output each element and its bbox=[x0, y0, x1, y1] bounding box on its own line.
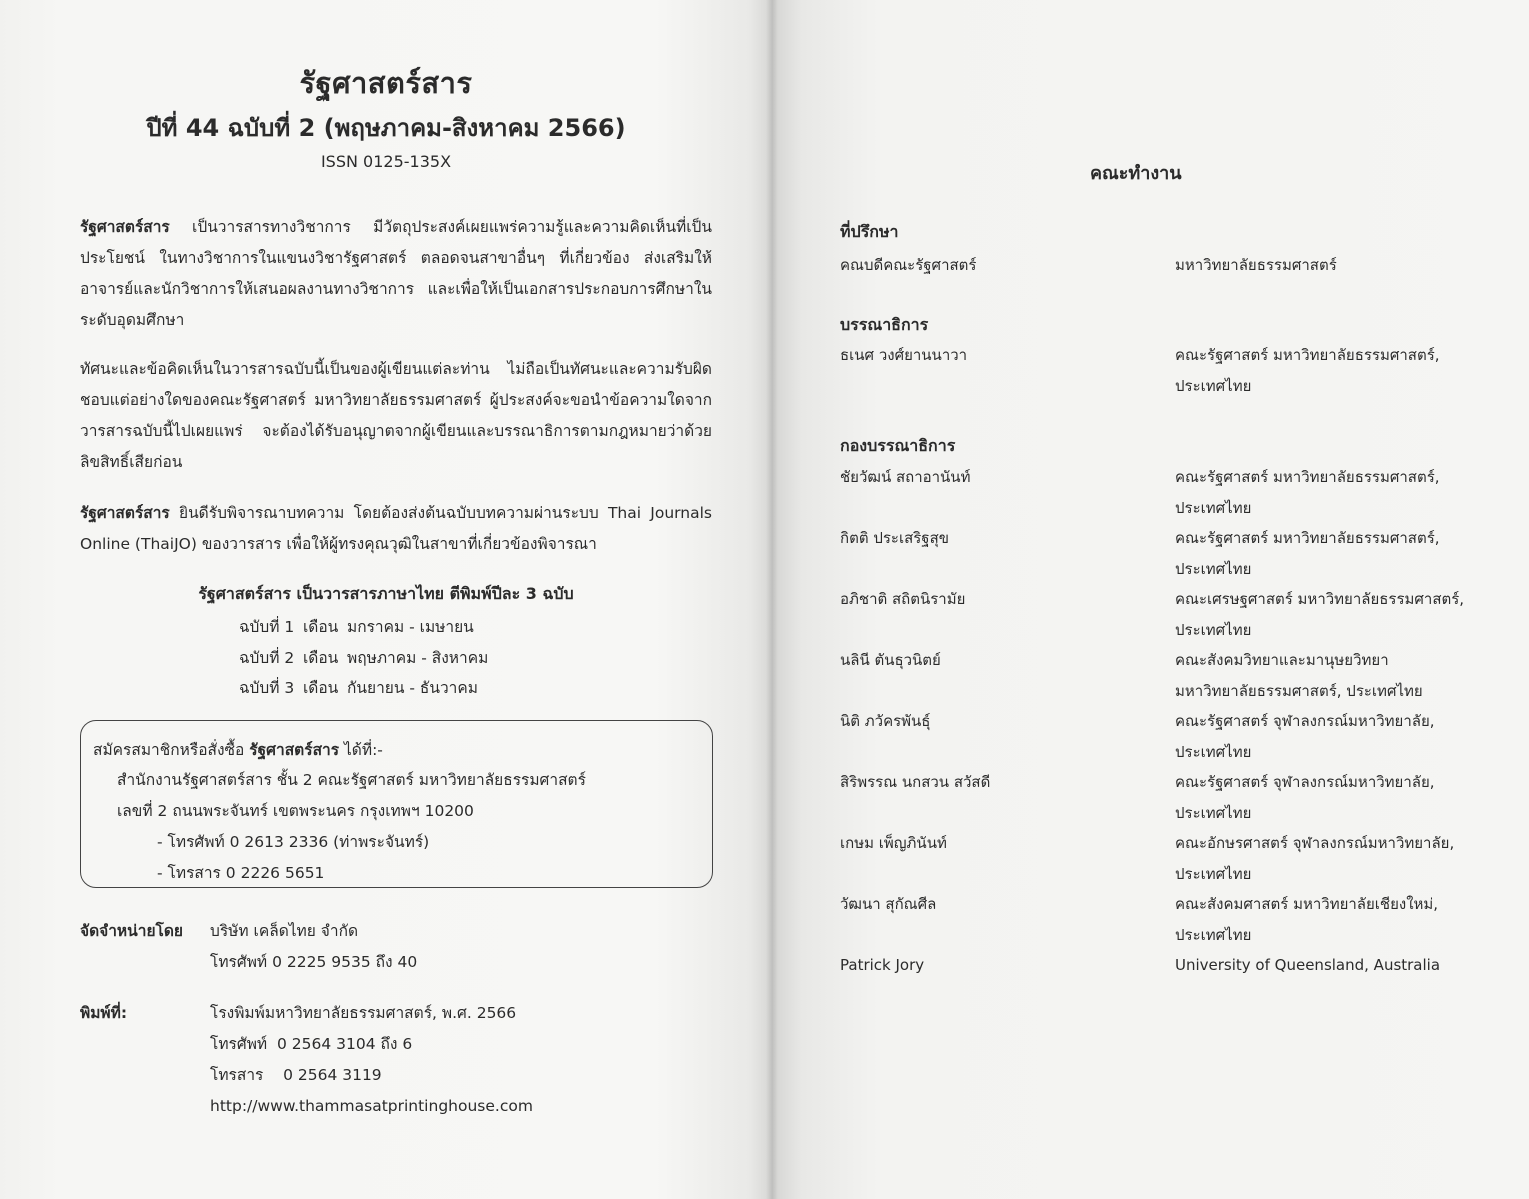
issue-months: กันยายน - ธันวาคม bbox=[347, 679, 478, 697]
submission-paragraph bbox=[80, 498, 712, 560]
affiliation-line: คณะรัฐศาสตร์ มหาวิทยาลัยธรรมศาสตร์, bbox=[1175, 529, 1440, 547]
member-affiliation bbox=[1175, 706, 1435, 768]
month-label: เดือน bbox=[303, 648, 339, 667]
member-affiliation bbox=[1175, 645, 1423, 707]
member-name: วัฒนา สุกัณศีล bbox=[840, 895, 937, 913]
disclaimer-paragraph bbox=[80, 354, 712, 478]
affiliation-line: ประเทศไทย bbox=[1175, 865, 1252, 883]
distributor-name: บริษัท เคล็ดไทย จำกัด bbox=[210, 922, 359, 940]
distributor-phone: โทรศัพท์ 0 2225 9535 ถึง 40 bbox=[210, 953, 418, 971]
editor-heading: บรรณาธิการ bbox=[840, 315, 929, 334]
member-name: นลินี ตันธุวนิตย์ bbox=[840, 651, 941, 669]
issue-schedule bbox=[239, 612, 488, 704]
printer-label: พิมพ์ที่: bbox=[80, 1004, 128, 1022]
issue-months: พฤษภาคม - สิงหาคม bbox=[347, 648, 489, 667]
affiliation-line: คณะสังคมศาสตร์ มหาวิทยาลัยเชียงใหม่, bbox=[1175, 895, 1439, 913]
affiliation-line: มหาวิทยาลัยธรรมศาสตร์ bbox=[1175, 256, 1337, 274]
submission-text: ยินดีรับพิจารณาบทความ โดยต้องส่งต้นฉบับบทความผ่านระบบ Thai Journals Online (ThaiJO) ของวารสาร เพื่อให้ผู้ทรงคุณวุฒิในสาขาที่เกี่ยวข้องพิจารณา bbox=[80, 504, 712, 553]
subscribe-intro bbox=[93, 737, 383, 762]
month-label: เดือน bbox=[303, 679, 339, 697]
affiliation-line: คณะรัฐศาสตร์ มหาวิทยาลัยธรรมศาสตร์, bbox=[1175, 346, 1440, 364]
subscribe-intro-end: ได้ที่:- bbox=[339, 741, 383, 759]
printer-fax: โทรสาร 0 2564 3119 bbox=[210, 1066, 382, 1084]
affiliation-line: คณะรัฐศาสตร์ จุฬาลงกรณ์มหาวิทยาลัย, bbox=[1175, 773, 1435, 791]
member-name: คณบดีคณะรัฐศาสตร์ bbox=[840, 256, 977, 274]
issue-info: ปีที่ 44 ฉบับที่ 2 (พฤษภาคม-สิงหาคม 2566) bbox=[146, 114, 626, 142]
affiliation-line: คณะรัฐศาสตร์ จุฬาลงกรณ์มหาวิทยาลัย, bbox=[1175, 712, 1435, 730]
member-name: Patrick Jory bbox=[840, 956, 925, 974]
subscribe-phone: - โทรศัพท์ 0 2613 2336 (ท่าพระจันทร์) bbox=[157, 833, 430, 851]
printer-values bbox=[210, 998, 533, 1122]
month-label: เดือน bbox=[303, 618, 339, 636]
member-name: ธเนศ วงศ์ยานนาวา bbox=[840, 346, 968, 364]
member-affiliation bbox=[1175, 523, 1440, 585]
distributor-label: จัดจำหน่ายโดย bbox=[80, 922, 184, 940]
printer-phone: โทรศัพท์ 0 2564 3104 ถึง 6 bbox=[210, 1035, 413, 1053]
member-affiliation bbox=[1175, 767, 1435, 829]
member-affiliation bbox=[1175, 250, 1337, 281]
affiliation-line: ประเทศไทย bbox=[1175, 499, 1252, 517]
issn: ISSN 0125-135X bbox=[320, 152, 452, 171]
list-item bbox=[239, 673, 488, 704]
subscribe-intro-text: สมัครสมาชิกหรือสั่งซื้อ bbox=[93, 741, 250, 759]
subscribe-office: สำนักงานรัฐศาสตร์สาร ชั้น 2 คณะรัฐศาสตร์ มหาวิทยาลัยธรรมศาสตร์ bbox=[117, 771, 586, 789]
member-affiliation bbox=[1175, 828, 1454, 890]
subscribe-fax: - โทรสาร 0 2226 5651 bbox=[157, 864, 325, 882]
member-affiliation bbox=[1175, 462, 1440, 524]
affiliation-line: ประเทศไทย bbox=[1175, 621, 1252, 639]
book-spine bbox=[766, 0, 778, 1199]
printer-url: http://www.thammasatprintinghouse.com bbox=[210, 1097, 533, 1115]
member-name: อภิชาติ สถิตนิรามัย bbox=[840, 590, 966, 608]
list-item bbox=[239, 643, 488, 674]
affiliation-line: ประเทศไทย bbox=[1175, 926, 1252, 944]
affiliation-line: ประเทศไทย bbox=[1175, 743, 1252, 761]
affiliation-line: ประเทศไทย bbox=[1175, 804, 1252, 822]
affiliation-line: ประเทศไทย bbox=[1175, 377, 1252, 395]
working-team-title: คณะทำงาน bbox=[1090, 163, 1182, 184]
intro-text: เป็นวารสารทางวิชาการ มีวัตถุประสงค์เผยแพร่ความรู้และความคิดเห็นที่เป็นประโยชน์ ในทางวิชาการในแขนงวิชารัฐศาสตร์ ตลอดจนสาขาอื่นๆ ที่เกี่ยวข้อง ส่งเสริมให้อาจารย์และนักวิชาการให้เสนอผลงานทางวิชาการ และเพื่อให้เป็นเอกสารประกอบการศึกษาในระดับอุดมศึกษา bbox=[80, 218, 712, 329]
member-name: นิติ ภวัครพันธุ์ bbox=[840, 712, 931, 730]
issue-number: ฉบับที่ 1 bbox=[239, 618, 295, 636]
member-affiliation bbox=[1175, 889, 1438, 951]
issue-number: ฉบับที่ 2 bbox=[239, 648, 295, 667]
list-item bbox=[239, 612, 488, 643]
member-name: กิตติ ประเสริฐสุข bbox=[840, 529, 949, 547]
affiliation-line: คณะรัฐศาสตร์ มหาวิทยาลัยธรรมศาสตร์, bbox=[1175, 468, 1440, 486]
issue-number: ฉบับที่ 3 bbox=[239, 679, 295, 697]
issue-months: มกราคม - เมษายน bbox=[347, 618, 474, 636]
subscribe-intro-journal: รัฐศาสตร์สาร bbox=[249, 741, 340, 759]
affiliation-line: คณะเศรษฐศาสตร์ มหาวิทยาลัยธรรมศาสตร์, bbox=[1175, 590, 1465, 608]
board-heading: กองบรรณาธิการ bbox=[840, 436, 956, 455]
affiliation-line: มหาวิทยาลัยธรรมศาสตร์, ประเทศไทย bbox=[1175, 682, 1423, 700]
affiliation-line: คณะสังคมวิทยาและมานุษยวิทยา bbox=[1175, 651, 1389, 669]
distributor-values bbox=[210, 916, 417, 978]
intro-paragraph bbox=[80, 212, 712, 336]
affiliation-line: ประเทศไทย bbox=[1175, 560, 1252, 578]
disclaimer-text: ทัศนะและข้อคิดเห็นในวารสารฉบับนี้เป็นของผู้เขียนแต่ละท่าน ไม่ถือเป็นทัศนะและความรับผิดชอบแต่อย่างใดของคณะรัฐศาสตร์ มหาวิทยาลัยธรรมศาสตร์ ผู้ประสงค์จะขอนำข้อความใดจากวารสารฉบับนี้ไปเผยแพร่ จะต้องได้รับอนุญาตจากผู้เขียนและบรรณาธิการตามกฎหมายว่าด้วยลิขสิทธิ์เสียก่อน bbox=[80, 360, 712, 471]
member-name: ชัยวัฒน์ สถาอานันท์ bbox=[840, 468, 971, 486]
affiliation-line: คณะอักษรศาสตร์ จุฬาลงกรณ์มหาวิทยาลัย, bbox=[1175, 834, 1455, 852]
member-affiliation bbox=[1175, 584, 1464, 646]
member-name: สิริพรรณ นกสวน สวัสดี bbox=[840, 773, 991, 791]
member-name: เกษม เพ็ญภินันท์ bbox=[840, 834, 947, 852]
publication-frequency: รัฐศาสตร์สาร เป็นวารสารภาษาไทย ตีพิมพ์ปีละ 3 ฉบับ bbox=[198, 584, 574, 603]
intro-lead: รัฐศาสตร์สาร bbox=[80, 218, 170, 236]
member-affiliation bbox=[1175, 340, 1440, 402]
advisor-heading: ที่ปรึกษา bbox=[840, 222, 899, 241]
journal-title: รัฐศาสตร์สาร bbox=[299, 66, 473, 100]
submission-lead: รัฐศาสตร์สาร bbox=[80, 504, 170, 522]
printer-name: โรงพิมพ์มหาวิทยาลัยธรรมศาสตร์, พ.ศ. 2566 bbox=[210, 1004, 517, 1022]
member-affiliation bbox=[1175, 950, 1440, 981]
affiliation-line: University of Queensland, Australia bbox=[1175, 956, 1441, 974]
subscription-box bbox=[80, 720, 713, 888]
subscribe-address: เลขที่ 2 ถนนพระจันทร์ เขตพระนคร กรุงเทพฯ 10200 bbox=[117, 802, 474, 820]
